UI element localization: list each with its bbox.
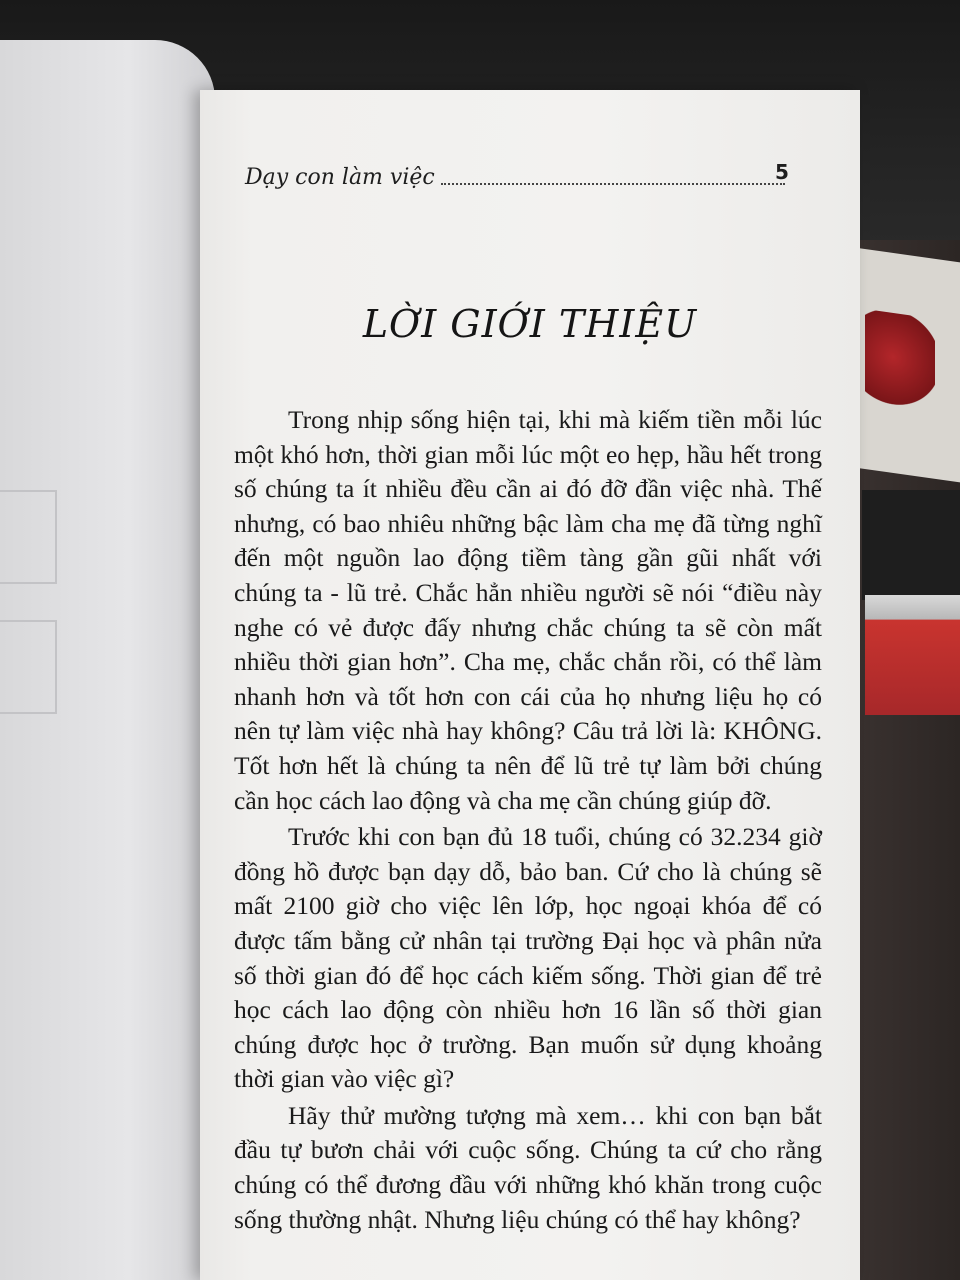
paragraph-2: Trước khi con bạn đủ 18 tuổi, chúng có 32.234 giờ đồng hồ được bạn dạy dỗ, bảo ban. Cứ cho là chúng sẽ mất 2100 giờ cho việc lên lớp, học ngoại khóa để có được tấm bằng cử nhân tại trường Đại học và phân nửa số thời gian đó để học cách kiếm sống. Thời gian để trẻ học cách lao động còn nhiều hơn 16 lần số thời gian chúng được học ở trường. Bạn muốn sử dụng khoảng thời gian vào việc gì? xyxy=(234,822,822,1094)
paragraph-3: Hãy thử mường tượng mà xem… khi con bạn bắt đầu tự bươn chải với cuộc sống. Chúng ta cứ cho rằng chúng có thể đương đầu với những khó khăn trong cuộc sống thường nhật. Nhưng liệu chúng có thể hay không? xyxy=(234,1100,822,1234)
body-text xyxy=(234,403,822,1237)
book-cover-illustration xyxy=(865,309,935,429)
background-book-cover xyxy=(855,248,960,483)
left-page xyxy=(0,40,215,1280)
book-page xyxy=(200,90,860,1280)
left-page-mark xyxy=(0,620,57,714)
left-page-mark xyxy=(0,490,57,584)
paragraph-1: Trong nhịp sống hiện tại, khi mà kiếm tiền mỗi lúc một khó hơn, thời gian mỗi lúc một eo hẹp, hầu hết trong số chúng ta ít nhiều đều cần ai đó đỡ đần việc nhà. Thế nhưng, có bao nhiêu những bậc làm cha mẹ đã từng nghĩ đến một nguồn lao động tiềm tàng gần gũi nhất với chúng ta - lũ trẻ. Chắc hẳn nhiều người sẽ nói “điều này nghe có vẻ được đấy nhưng chắc chúng ta sẽ còn mất nhiều thời gian hơn”. Cha mẹ, chắc chắn rồi, có thể làm nhanh hơn và tốt hơn con cái của họ nhưng liệu họ có nên tự làm việc nhà hay không? Câu trả lời là: KHÔNG. Tốt hơn hết là chúng ta nên để lũ trẻ tự làm bởi chúng cần học cách lao động và cha mẹ cần chúng giúp đỡ. xyxy=(234,405,822,815)
running-header xyxy=(245,160,785,190)
background-book-red xyxy=(865,595,960,715)
dotted-leader xyxy=(441,183,785,185)
background-book-dark xyxy=(862,490,960,600)
chapter-title: LỜI GIỚI THIỆU xyxy=(362,302,698,346)
running-title: Dạy con làm việc xyxy=(245,165,435,190)
page-number: 5 xyxy=(775,160,789,184)
